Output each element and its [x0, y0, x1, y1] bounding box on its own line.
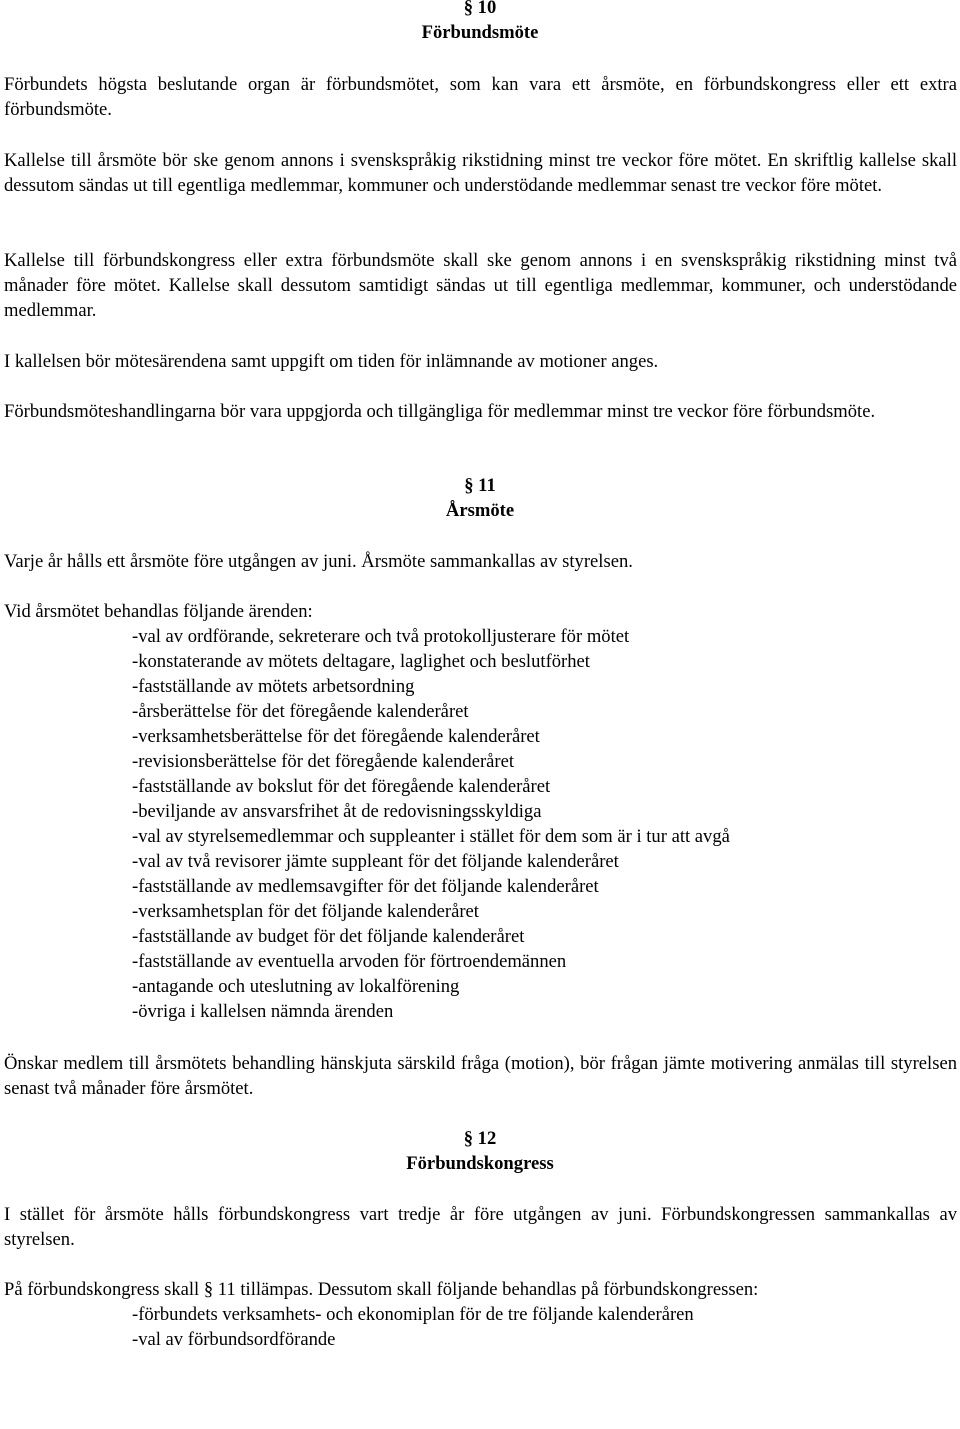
list-item: -revisionsberättelse för det föregående kalenderåret [132, 751, 515, 772]
list-item: -fastställande av bokslut för det föregående kalenderåret [132, 776, 551, 797]
paragraph: Förbundsmöteshandlingarna bör vara uppgjorda och tillgängliga för medlemmar minst tre veckor före förbundsmöte. [4, 401, 876, 422]
congress-list [132, 1302, 932, 1352]
paragraph: Varje år hålls ett årsmöte före utgången av juni. Årsmöte sammankallas av styrelsen. [4, 551, 633, 572]
section-heading-11 [0, 473, 960, 523]
section-heading-12 [0, 1126, 960, 1176]
list-item: -verksamhetsberättelse för det föregående kalenderåret [132, 726, 540, 747]
section-heading-10 [0, 0, 960, 45]
list-item: -övriga i kallelsen nämnda ärenden [132, 1001, 394, 1022]
paragraph: Förbundets högsta beslutande organ är förbundsmötet, som kan vara ett årsmöte, en förbundskongress eller ett extra förbundsmöte. [4, 74, 957, 120]
section-number: § 11 [464, 475, 496, 496]
list-item: -verksamhetsplan för det följande kalenderåret [132, 901, 479, 922]
list-item: -årsberättelse för det föregående kalenderåret [132, 701, 469, 722]
paragraph: Önskar medlem till årsmötets behandling hänskjuta särskild fråga (motion), bör frågan jämte motivering anmälas till styrelsen senast två månader före årsmötet. [4, 1053, 957, 1099]
list-item: -val av styrelsemedlemmar och suppleanter i stället för dem som är i tur att avgå [132, 826, 730, 847]
list-item: -val av förbundsordförande [132, 1329, 336, 1350]
paragraph: Kallelse till årsmöte bör ske genom annons i svenskspråkig rikstidning minst tre veckor före mötet. En skriftlig kallelse skall dessutom sändas ut till egentliga medlemmar, kommuner och understödande medlemmar senast tre veckor före mötet. [4, 150, 957, 196]
list-item: -beviljande av ansvarsfrihet åt de redovisningsskyldiga [132, 801, 542, 822]
list-item: -val av två revisorer jämte suppleant för det följande kalenderåret [132, 851, 619, 872]
list-item: -antagande och uteslutning av lokalförening [132, 976, 460, 997]
list-item: -förbundets verksamhets- och ekonomiplan för de tre följande kalenderåren [132, 1304, 694, 1325]
section-title: Årsmöte [445, 500, 515, 521]
list-item: -fastställande av mötets arbetsordning [132, 676, 415, 697]
list-item: -val av ordförande, sekreterare och två protokolljusterare för mötet [132, 626, 630, 647]
agenda-list [132, 624, 932, 1024]
list-item: -konstaterande av mötets deltagare, laglighet och beslutförhet [132, 651, 590, 672]
paragraph: På förbundskongress skall § 11 tillämpas. Dessutom skall följande behandlas på förbundskongressen: [4, 1279, 759, 1300]
section-title: Förbundsmöte [421, 22, 539, 43]
paragraph: Vid årsmötet behandlas följande ärenden: [4, 601, 313, 622]
paragraph: I stället för årsmöte hålls förbundskongress vart tredje år före utgången av juni. Förbundskongressen sammankallas av styrelsen. [4, 1204, 957, 1250]
paragraph: I kallelsen bör mötesärendena samt uppgift om tiden för inlämnande av motioner anges. [4, 351, 659, 372]
list-item: -fastställande av medlemsavgifter för det följande kalenderåret [132, 876, 599, 897]
paragraph: Kallelse till förbundskongress eller extra förbundsmöte skall ske genom annons i en svenskspråkig rikstidning minst två månader före mötet. Kallelse skall dessutom samtidigt sändas ut till egentliga medlemmar, kommuner, och understödande medlemmar. [4, 250, 957, 321]
list-item: -fastställande av budget för det följande kalenderåret [132, 926, 525, 947]
section-title: Förbundskongress [406, 1153, 554, 1174]
section-number: § 12 [463, 1128, 497, 1149]
section-number: § 10 [463, 0, 497, 18]
list-item: -fastställande av eventuella arvoden för förtroendemännen [132, 951, 567, 972]
